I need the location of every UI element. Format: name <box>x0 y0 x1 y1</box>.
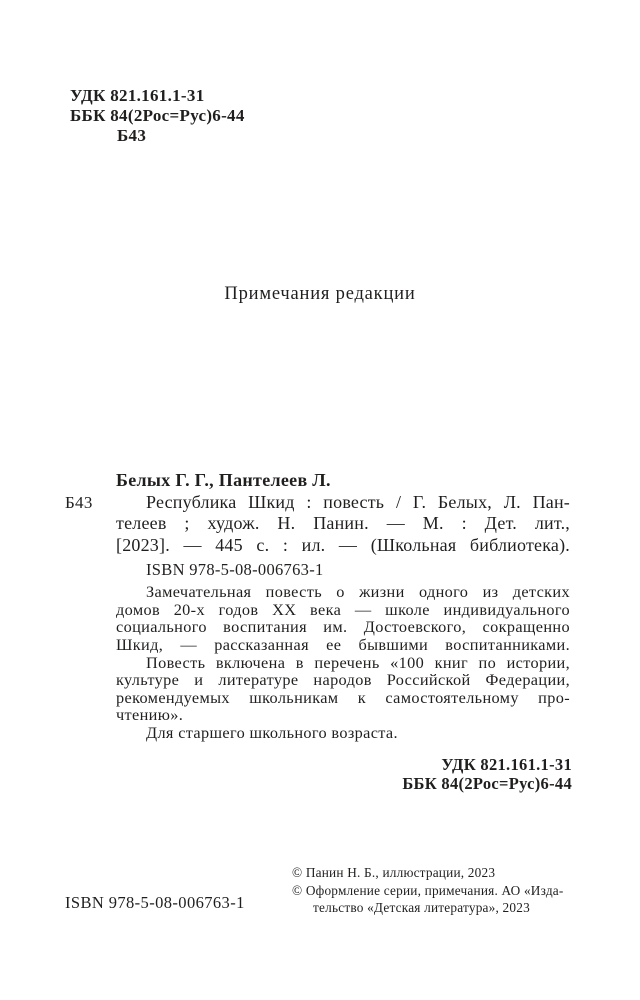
classification-repeat-block <box>402 756 572 793</box>
annotation-line: рекомендуемых школьникам к самостоятельному про- <box>116 687 570 707</box>
author-sign-code: Б43 <box>117 126 147 145</box>
annotation-line: домов 20-х годов XX века — школе индивидуального <box>116 599 570 619</box>
age-note-line: Для старшего школьного возраста. <box>146 722 398 742</box>
copyright-publisher <box>292 882 588 917</box>
bibliographic-entry <box>65 469 570 742</box>
bbk-line-bottom: ББК 84(2Рос=Рус)6-44 <box>402 773 572 793</box>
annotation-line: Замечательная повесть о жизни одного из детских <box>146 582 570 602</box>
section-title: Примечания редакции <box>224 284 416 304</box>
annotation-line: Повесть включена в перечень «100 книг по истории, <box>146 652 570 672</box>
annotation-line: Шкид, — рассказанная ее бывшими воспитанниками. <box>116 635 570 654</box>
classification-block <box>70 86 245 146</box>
biblio-hanging-code: Б43 <box>65 493 93 512</box>
copyright-publisher-line1: © Оформление серии, примечания. АО «Изда- <box>292 882 564 898</box>
udk-line-bottom: УДК 821.161.1-31 <box>441 755 572 774</box>
footer-isbn: ISBN 978-5-08-006763-1 <box>65 893 245 912</box>
copyright-block <box>292 864 588 917</box>
annotation-paragraph-1 <box>116 583 570 653</box>
biblio-authors: Белых Г. Г., Пантелеев Л. <box>116 470 331 490</box>
biblio-isbn: ISBN 978-5-08-006763-1 <box>146 560 324 580</box>
citation-line: [2023]. — 445 с. : ил. — (Школьная библиотека). <box>116 534 570 555</box>
bbk-line: ББК 84(2Рос=Рус)6-44 <box>70 106 245 125</box>
annotation-line: культуре и литературе народов Российской Федерации, <box>116 670 570 690</box>
annotation-line: чтению». <box>116 705 184 725</box>
annotation-paragraph-2 <box>116 654 570 724</box>
annotation-line: социального воспитания им. Достоевского, сокращенно <box>116 617 570 637</box>
copyright-publisher-line2: тельство «Детская литература», 2023 <box>313 900 530 916</box>
citation-line: Республика Шкид : повесть / Г. Белых, Л. Пан- <box>146 492 570 512</box>
udk-line: УДК 821.161.1-31 <box>70 86 205 105</box>
annotation-paragraph-3 <box>116 724 570 742</box>
copyright-illustrations: © Панин Н. Б., иллюстрации, 2023 <box>292 865 496 880</box>
citation-line: телеев ; худож. Н. Панин. — М. : Дет. лит., <box>116 513 570 534</box>
